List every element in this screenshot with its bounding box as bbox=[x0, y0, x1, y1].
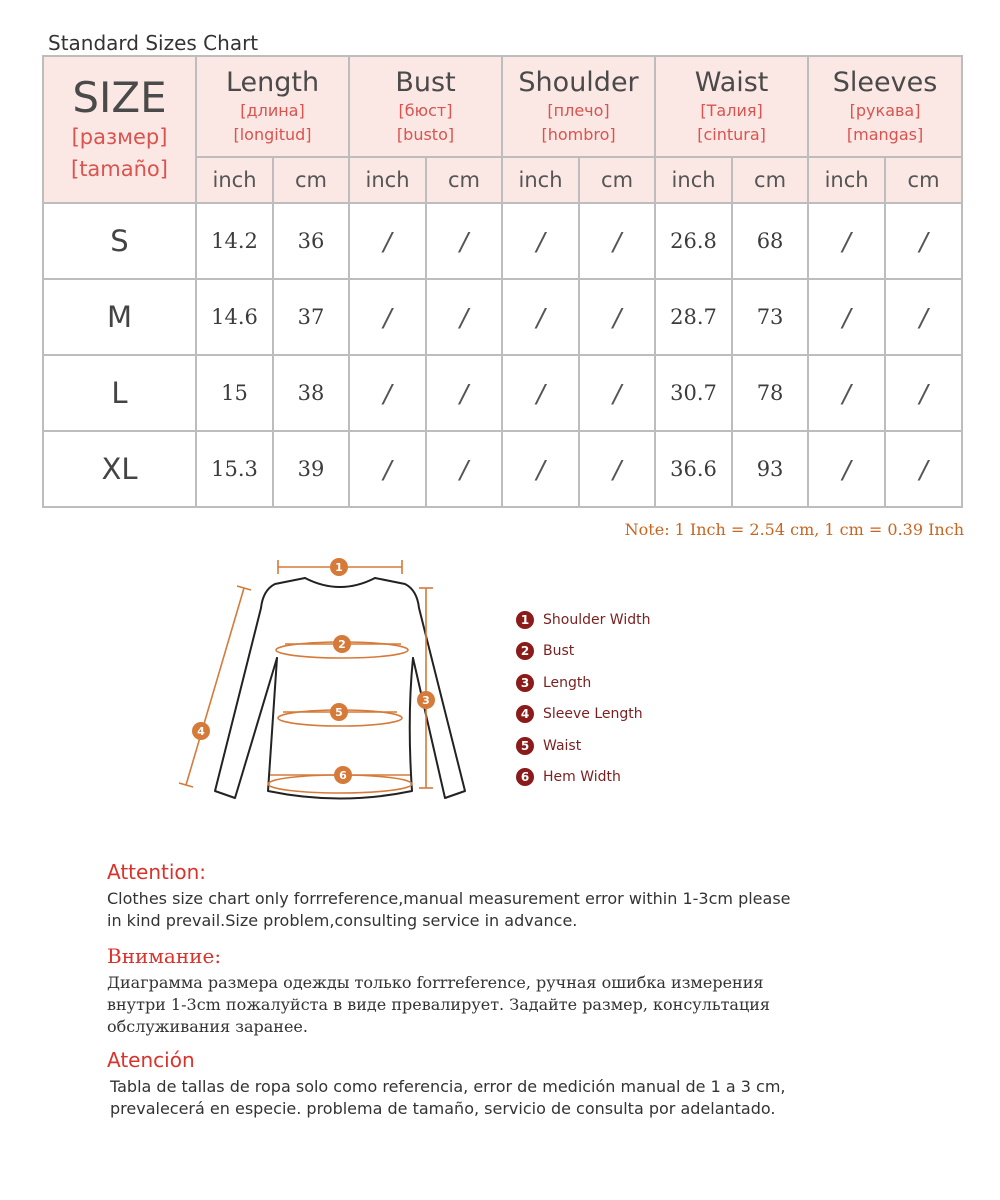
legend-number-icon: 3 bbox=[516, 674, 534, 692]
size-header-cell bbox=[43, 56, 196, 203]
unit-inch: inch bbox=[808, 157, 885, 203]
unit-inch: inch bbox=[349, 157, 426, 203]
table-cell: 36 bbox=[273, 203, 349, 279]
header-bust bbox=[349, 56, 502, 157]
unit-inch: inch bbox=[502, 157, 579, 203]
marker-label: 6 bbox=[339, 769, 347, 782]
table-cell: / bbox=[579, 431, 655, 507]
attention-title: Внимание: bbox=[107, 944, 222, 968]
table-cell: 36.6 bbox=[655, 431, 732, 507]
legend-item bbox=[516, 636, 650, 668]
legend-label: Shoulder Width bbox=[543, 611, 651, 628]
legend-number-icon: 6 bbox=[516, 768, 534, 786]
table-cell: 68 bbox=[732, 203, 808, 279]
header-bust-ru: [бюст] bbox=[398, 100, 453, 120]
header-length bbox=[196, 56, 349, 157]
unit-inch: inch bbox=[655, 157, 732, 203]
header-length-en: Length bbox=[225, 66, 320, 98]
legend-label: Sleeve Length bbox=[543, 706, 643, 723]
legend-number-icon: 1 bbox=[516, 611, 534, 629]
header-length-es: [longitud] bbox=[233, 124, 312, 144]
legend-item bbox=[516, 730, 650, 762]
legend-item bbox=[516, 604, 650, 636]
size-header-ru: [размер] bbox=[71, 124, 168, 149]
header-shoulder bbox=[502, 56, 655, 157]
table-cell: / bbox=[349, 355, 426, 431]
chart-title: Standard Sizes Chart bbox=[48, 31, 259, 55]
header-waist-es: [cintura] bbox=[697, 124, 766, 144]
table-cell: 78 bbox=[732, 355, 808, 431]
attention-english bbox=[107, 860, 807, 932]
unit-cm: cm bbox=[426, 157, 502, 203]
table-cell: / bbox=[579, 203, 655, 279]
table-row bbox=[43, 279, 962, 355]
size-table bbox=[42, 55, 963, 508]
header-sleeves bbox=[808, 56, 962, 157]
table-cell: / bbox=[885, 355, 962, 431]
conversion-note: Note: 1 Inch = 2.54 cm, 1 cm = 0.39 Inch bbox=[624, 520, 964, 539]
marker-label: 1 bbox=[335, 561, 343, 574]
table-cell: / bbox=[885, 431, 962, 507]
table-cell: / bbox=[426, 279, 502, 355]
sleeve-measure-line bbox=[179, 586, 251, 787]
header-waist bbox=[655, 56, 808, 157]
attention-body: Диаграмма размера одежды только forrreference, ручная ошибка измерения внутри 1-3cm пожалуйста в виде превалирует. Задайте размер, консультация обслуживания заранее. bbox=[107, 973, 771, 1036]
marker-label: 5 bbox=[335, 706, 343, 719]
header-shoulder-ru: [плечо] bbox=[547, 100, 610, 120]
header-shoulder-es: [hombro] bbox=[541, 124, 616, 144]
table-cell: / bbox=[349, 203, 426, 279]
table-cell: 14.2 bbox=[196, 203, 273, 279]
table-cell: 26.8 bbox=[655, 203, 732, 279]
table-cell: 28.7 bbox=[655, 279, 732, 355]
unit-inch: inch bbox=[196, 157, 273, 203]
header-length-ru: [длина] bbox=[240, 100, 305, 120]
attention-spanish bbox=[107, 1048, 807, 1120]
legend-item bbox=[516, 667, 650, 699]
unit-cm: cm bbox=[732, 157, 808, 203]
header-shoulder-en: Shoulder bbox=[518, 66, 639, 98]
legend-item bbox=[516, 699, 650, 731]
size-label: XL bbox=[43, 431, 196, 507]
size-header-es: [tamaño] bbox=[71, 156, 168, 181]
table-cell: / bbox=[885, 203, 962, 279]
marker-label: 3 bbox=[422, 694, 430, 707]
table-cell: / bbox=[808, 279, 885, 355]
size-header-en: SIZE bbox=[72, 72, 167, 122]
table-cell: 73 bbox=[732, 279, 808, 355]
legend-number-icon: 2 bbox=[516, 642, 534, 660]
table-cell: 38 bbox=[273, 355, 349, 431]
table-cell: / bbox=[808, 431, 885, 507]
attention-russian bbox=[107, 944, 807, 1038]
attention-title: Atención bbox=[107, 1048, 195, 1072]
table-cell: / bbox=[502, 431, 579, 507]
marker-label: 4 bbox=[197, 725, 205, 738]
unit-cm: cm bbox=[579, 157, 655, 203]
header-sleeves-ru: [рукава] bbox=[849, 100, 921, 120]
legend-label: Waist bbox=[543, 737, 582, 754]
legend-item bbox=[516, 762, 650, 794]
legend-label: Length bbox=[543, 674, 592, 691]
unit-cm: cm bbox=[273, 157, 349, 203]
table-cell: 30.7 bbox=[655, 355, 732, 431]
table-cell: 14.6 bbox=[196, 279, 273, 355]
table-cell: / bbox=[502, 279, 579, 355]
header-sleeves-es: [mangas] bbox=[846, 124, 924, 144]
table-cell: / bbox=[579, 279, 655, 355]
measurement-legend bbox=[516, 604, 650, 793]
table-cell: 15 bbox=[196, 355, 273, 431]
table-cell: / bbox=[349, 279, 426, 355]
header-waist-ru: [Талия] bbox=[700, 100, 763, 120]
table-cell: / bbox=[426, 431, 502, 507]
table-row bbox=[43, 203, 962, 279]
legend-label: Bust bbox=[543, 643, 575, 660]
attention-body: Tabla de tallas de ropa solo como referencia, error de medición manual de 1 a 3 cm, prevalecerá en especie. problema de tamaño, servicio de consulta por adelantado. bbox=[110, 1077, 786, 1118]
table-row bbox=[43, 431, 962, 507]
marker-label: 2 bbox=[338, 638, 346, 651]
table-cell: / bbox=[579, 355, 655, 431]
legend-number-icon: 4 bbox=[516, 705, 534, 723]
header-waist-en: Waist bbox=[694, 66, 769, 98]
table-cell: / bbox=[502, 355, 579, 431]
attention-body: Clothes size chart only forrreference,manual measurement error within 1-3cm please in kind prevail.Size problem,consulting service in advance. bbox=[107, 889, 791, 930]
size-label: S bbox=[43, 203, 196, 279]
header-bust-en: Bust bbox=[395, 66, 456, 98]
size-label: M bbox=[43, 279, 196, 355]
table-row bbox=[43, 355, 962, 431]
table-cell: / bbox=[426, 355, 502, 431]
header-sleeves-en: Sleeves bbox=[832, 66, 938, 98]
table-cell: / bbox=[808, 203, 885, 279]
table-cell: 39 bbox=[273, 431, 349, 507]
table-cell: 37 bbox=[273, 279, 349, 355]
table-cell: / bbox=[349, 431, 426, 507]
header-bust-es: [busto] bbox=[396, 124, 455, 144]
legend-number-icon: 5 bbox=[516, 737, 534, 755]
unit-cm: cm bbox=[885, 157, 962, 203]
table-cell: / bbox=[885, 279, 962, 355]
table-cell: / bbox=[426, 203, 502, 279]
table-cell: 93 bbox=[732, 431, 808, 507]
attention-title: Attention: bbox=[107, 860, 207, 884]
sweater-outline-icon bbox=[215, 578, 465, 799]
size-label: L bbox=[43, 355, 196, 431]
table-cell: / bbox=[808, 355, 885, 431]
garment-diagram bbox=[165, 548, 485, 813]
table-cell: / bbox=[502, 203, 579, 279]
legend-label: Hem Width bbox=[543, 769, 621, 786]
table-cell: 15.3 bbox=[196, 431, 273, 507]
